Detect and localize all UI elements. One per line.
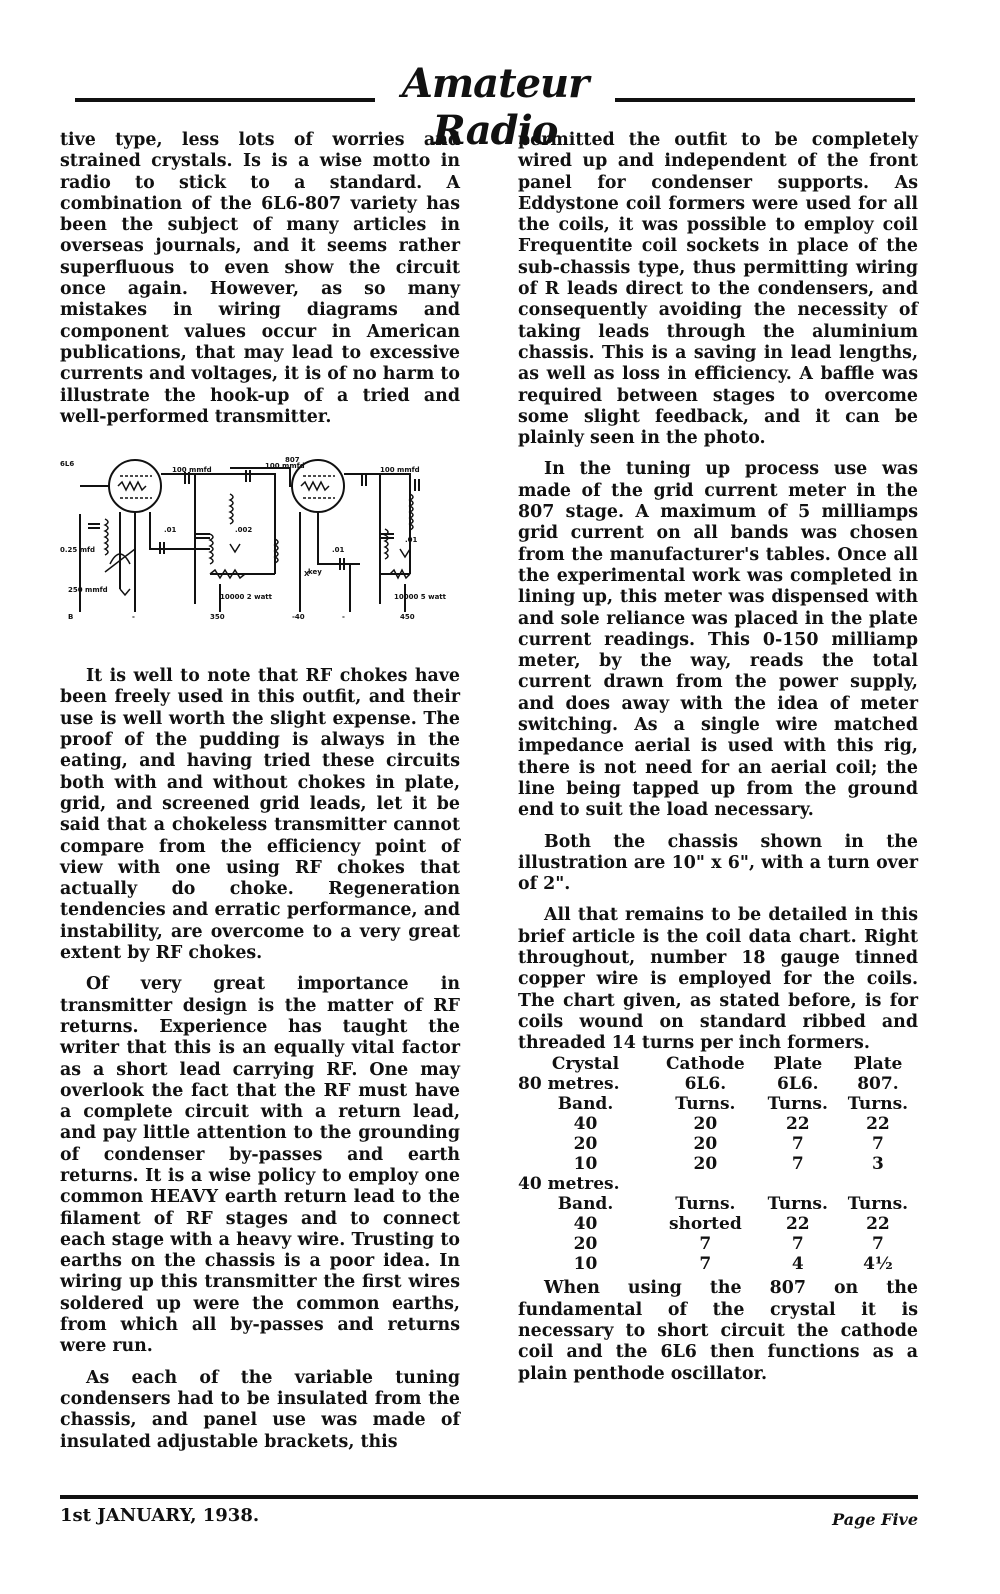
label-c100c: 100 mmfd <box>380 466 420 475</box>
masthead-rule-left <box>75 98 375 102</box>
plate-coil-807 <box>410 494 413 530</box>
right-paragraph-4: All that remains to be detailed in this brief article is the coil data chart. Right throughout, number 18 gauge tinned copper wire is employed for the coils. The chart given, as stated before, is for coils wound on standard ribbed and threaded 14 turns per inch formers. <box>518 905 918 1054</box>
right-column <box>518 130 918 1395</box>
label-c100b: 100 mmfd <box>265 462 305 471</box>
table-cell: 22 <box>785 1214 810 1235</box>
footer-rule <box>60 1495 918 1499</box>
label-c01c: .01 <box>405 536 418 545</box>
table-cell: 20 <box>573 1134 598 1155</box>
table-cell: 22 <box>866 1214 890 1235</box>
table-cell: 7 <box>872 1134 884 1155</box>
table-row <box>518 1074 918 1094</box>
label-c01a: .01 <box>164 526 177 535</box>
label-c025: 0.25 mfd <box>60 546 96 555</box>
table-row <box>518 1054 918 1074</box>
table-cell: Turns. <box>675 1094 736 1115</box>
table-cell: 7 <box>791 1154 804 1175</box>
table-cell: Cathode <box>665 1054 745 1075</box>
table-section-label: 40 metres. <box>518 1174 620 1195</box>
table-cell: 7 <box>699 1234 712 1255</box>
label-r1: 10000 2 watt <box>220 593 272 602</box>
table-cell: 10 <box>573 1254 598 1275</box>
table-cell: 22 <box>785 1114 810 1135</box>
table-row <box>518 1094 918 1114</box>
table-cell: Turns. <box>767 1094 828 1115</box>
label-b6: 450 <box>400 613 415 622</box>
table-cell: shorted <box>668 1214 742 1235</box>
table-row <box>518 1234 918 1254</box>
table-row <box>518 1194 918 1214</box>
table-row <box>518 1134 918 1154</box>
left-paragraph-1: tive type, less lots of worries and strained crystals. Is is a wise motto in radio to stick to a standard. A combination of the 6L6-807 variety has been the subject of many articles in overseas journals, and it seems rather superfluous to even show the circuit once again. However, as so many mistakes in wiring diagrams and component values occur in American publications, that may lead to excessive currents and voltages, it is of no harm to illustrate the hook-up of a tried and well-performed transmitter. <box>60 130 460 427</box>
table-row <box>518 1174 918 1194</box>
table-row <box>518 1254 918 1274</box>
table-cell: Turns. <box>847 1094 909 1115</box>
label-b1: B <box>68 613 74 622</box>
table-cell: Turns. <box>767 1194 828 1215</box>
label-xtal: X <box>304 570 310 579</box>
table-cell: 40 <box>573 1114 598 1135</box>
right-paragraph-3: Both the chassis shown in the illustration are 10" x 6", with a turn over of 2". <box>518 831 918 895</box>
table-cell: 7 <box>872 1234 884 1255</box>
label-c250: 250 mmfd <box>68 586 108 595</box>
masthead <box>75 60 915 154</box>
table-cell: 22 <box>866 1114 890 1135</box>
table-cell: 10 <box>573 1154 598 1175</box>
footer-date: 1st JANUARY, 1938. <box>60 1505 260 1526</box>
table-cell: 20 <box>573 1234 598 1255</box>
table-cell: 807. <box>857 1074 899 1095</box>
table-cell: 20 <box>693 1114 718 1135</box>
masthead-title: Amateur Radio <box>401 60 589 154</box>
label-tube2: 807 <box>285 456 300 465</box>
table-cell: 20 <box>693 1134 718 1155</box>
table-cell: Turns. <box>675 1194 736 1215</box>
label-tube1: 6L6 <box>60 460 75 469</box>
label-b2: - <box>132 613 135 622</box>
table-cell: 4½ <box>863 1254 893 1275</box>
table-cell: 7 <box>699 1254 712 1275</box>
table-cell: 80 metres. <box>518 1074 620 1095</box>
label-r2: 10000 5 watt <box>394 593 446 602</box>
label-b3: 350 <box>210 613 225 622</box>
label-c100a: 100 mmfd <box>172 466 212 475</box>
table-row <box>518 1214 918 1234</box>
label-c002: .002 <box>235 526 253 535</box>
right-paragraph-1: permitted the outfit to be completely wired up and independent of the front panel for condenser supports. As Eddystone coil formers were used for all the coils, it was possible to employ coil Frequentite coil sockets in place of the sub-chassis type, thus permitting wiring of R leads direct to the condensers, and consequently avoiding the necessity of taking leads through the aluminium chassis. This is a saving in lead lengths, as well as loss in efficiency. A baffle was required between stages to overcome some slight feedback, and it can be plainly seen in the photo. <box>518 130 918 449</box>
table-cell: Plate <box>773 1054 823 1075</box>
left-paragraph-4: As each of the variable tuning condensers had to be insulated from the chassis, and panel use was made of insulated adjustable brackets, this <box>60 1367 460 1452</box>
rf-choke-2 <box>210 534 213 564</box>
right-paragraph-2: In the tuning up process use was made of the grid current meter in the 807 stage. A maximum of 5 milliamps grid current on all bands was chosen from the manufacturer's tables. Once all the experimental work was completed in lining up, this meter was dispensed with and sole reliance was placed in the plate current readings. This 0-150 milliamp meter, by the way, reads the total current drawn from the power supply, and does away with the idea of meter switching. As a single wire matched impedance aerial is used with this rig, there is not need for an aerial coil; the line being tapped up from the ground end to suit the load necessary. <box>518 459 918 821</box>
label-b5: - <box>342 613 345 622</box>
label-key: key <box>308 568 322 577</box>
table-cell: 40 <box>573 1214 598 1235</box>
table-cell: Plate <box>853 1054 903 1075</box>
table-cell: 4 <box>791 1254 804 1275</box>
table-cell: 6L6. <box>777 1074 819 1095</box>
label-b4: -40 <box>292 613 305 622</box>
table-row <box>518 1154 918 1174</box>
table-cell: 7 <box>791 1234 804 1255</box>
right-paragraph-5: When using the 807 on the fundamental of the crystal it is necessary to short circuit the cathode coil and the 6L6 then functions as a plain penthode oscillator. <box>518 1278 918 1384</box>
plate-coil-6l6 <box>230 494 233 524</box>
table-cell: 7 <box>791 1134 804 1155</box>
table-cell: Turns. <box>847 1194 909 1215</box>
left-paragraph-2: It is well to note that RF chokes have been freely used in this outfit, and their use is well worth the slight expense. The proof of the pudding is always in the eating, and having tried these circuits both with and without chokes in plate, grid, and screened grid leads, let it be said that a chokeless transmitter cannot compare from the efficiency point of view with one using RF chokes that actually do choke. Regeneration tendencies and erratic performance, and instability, are overcome to a very great extent by RF chokes. <box>60 666 460 964</box>
table-cell: 20 <box>693 1154 718 1175</box>
footer-page-number: Page Five <box>832 1510 918 1529</box>
circuit-schematic <box>60 454 460 644</box>
masthead-rule-right <box>615 98 915 102</box>
table-cell: Band. <box>557 1194 614 1215</box>
table-row <box>518 1114 918 1134</box>
rf-choke-1 <box>105 519 108 555</box>
left-column <box>60 130 460 1463</box>
table-cell: Crystal <box>551 1054 620 1075</box>
left-paragraph-3: Of very great importance in transmitter design is the matter of RF returns. Experience has taught the writer that this is an equally vital factor as a short lead carrying RF. One may overlook the fact that the RF must have a complete circuit with a return lead, and pay little attention to the grounding of condenser by-passes and earth returns. It is a wise policy to employ one common HEAVY earth return lead to the filament of RF stages and to connect each stage with a heavy wire. Trusting to earths on the chassis is a poor idea. In wiring up this transmitter the first wires soldered up were the common earths, from which all by-passes and returns were run. <box>60 974 460 1357</box>
table-cell: 3 <box>872 1154 884 1175</box>
label-c01b: .01 <box>332 546 345 555</box>
coil-data-table <box>518 1054 918 1274</box>
table-cell: Band. <box>557 1094 614 1115</box>
table-cell: 6L6. <box>684 1074 727 1095</box>
tube-6l6-symbol <box>109 460 161 512</box>
